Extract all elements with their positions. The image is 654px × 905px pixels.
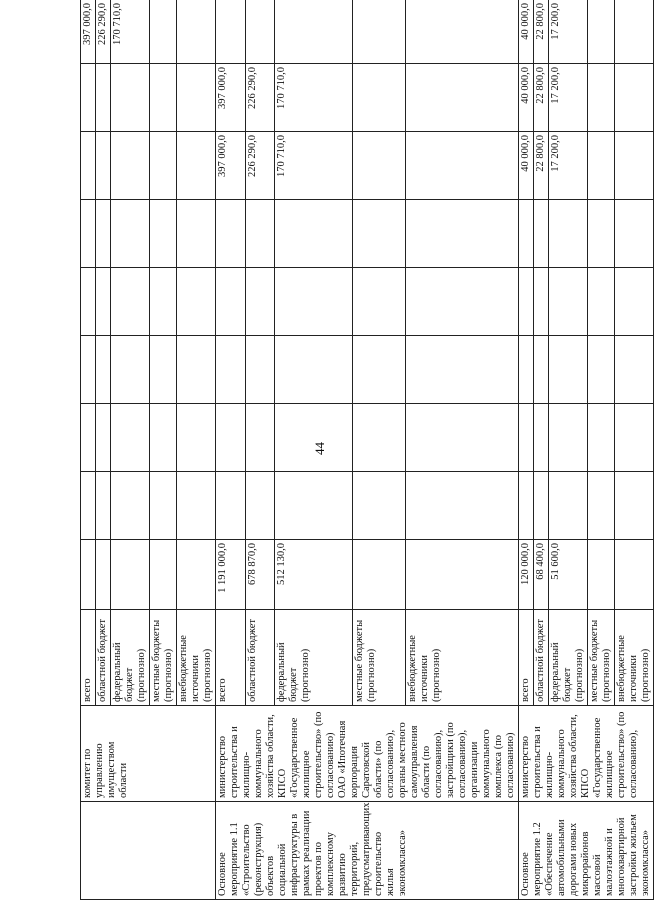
amount-cell: 17 200,0 [549,132,588,200]
amount-cell: 170 710,0 [111,0,150,64]
amount-cell [150,0,177,64]
amount-cell [81,404,96,472]
amount-cell [150,132,177,200]
amount-cell: 678 870,0 [245,540,275,610]
amount-cell [150,472,177,540]
amount-cell: 397 000,0 [81,0,96,64]
amount-cell [406,268,519,336]
amount-cell: 397 000,0 [216,132,246,200]
amount-cell [519,268,534,336]
amount-cell [406,132,519,200]
amount-cell [615,0,654,64]
executor-cell: министерство строительства и жилищно-коммунального хозяйства области, КПСО «Государственное жилищное строительство» (по согласованию) ОАО «Ипотечная корпорация Саратовской области» (по согласованию), органы местного самоуправления области (по согласованию), застройщики (по согласованию), организации коммунального комплекса (по согласованию) [216,706,519,802]
amount-cell [111,404,150,472]
amount-cell [111,336,150,404]
amount-cell [519,336,534,404]
amount-cell [150,268,177,336]
amount-cell [81,268,96,336]
amount-cell: 17 200,0 [549,0,588,64]
amount-cell [275,200,352,268]
amount-cell: 170 710,0 [275,132,352,200]
amount-cell [245,0,275,64]
amount-cell [534,268,549,336]
amount-cell [275,0,352,64]
amount-cell [615,132,654,200]
amount-cell [352,0,405,64]
amount-cell [111,472,150,540]
source-cell: местные бюджеты (прогнозно) [150,610,177,706]
amount-cell: 512 130,0 [275,540,352,610]
amount-cell [177,132,216,200]
amount-cell [96,268,111,336]
amount-cell [150,336,177,404]
amount-cell [519,404,534,472]
amount-cell [96,200,111,268]
source-cell: областной бюджет [534,610,549,706]
amount-cell [588,64,615,132]
executor-cell: комитет по управлению имуществом области [81,706,216,802]
table-body [81,0,654,900]
amount-cell: 40 000,0 [519,132,534,200]
amount-cell: 226 290,0 [245,132,275,200]
amount-cell [177,268,216,336]
source-cell: местные бюджеты (прогнозно) [588,610,615,706]
amount-cell [216,200,246,268]
amount-cell [406,64,519,132]
amount-cell [177,336,216,404]
amount-cell [615,268,654,336]
amount-cell [150,540,177,610]
amount-cell [96,404,111,472]
amount-cell [216,0,246,64]
amount-cell [615,200,654,268]
event-cell [81,802,216,900]
source-cell: федеральный бюджет (прогнозно) [549,610,588,706]
amount-cell [81,472,96,540]
amount-cell [352,132,405,200]
amount-cell [588,132,615,200]
amount-cell [406,200,519,268]
amount-cell [406,336,519,404]
amount-cell: 40 000,0 [519,64,534,132]
page-number: 44 [312,442,327,455]
amount-cell [245,336,275,404]
source-cell: областной бюджет [245,610,275,706]
source-cell: всего [216,610,246,706]
amount-cell [150,404,177,472]
amount-cell [275,472,352,540]
amount-cell [406,540,519,610]
amount-cell [588,472,615,540]
amount-cell [96,132,111,200]
amount-cell [549,200,588,268]
amount-cell: 17 200,0 [549,64,588,132]
amount-cell [352,64,405,132]
amount-cell [519,200,534,268]
amount-cell [216,472,246,540]
amount-cell: 40 000,0 [519,0,534,64]
amount-cell [81,200,96,268]
executor-cell: министерство строительства и жилищно-коммунального хозяйства области, КПСО «Государственное жилищное строительство» (по согласованию), [519,706,654,802]
amount-cell [216,268,246,336]
amount-cell [96,472,111,540]
amount-cell [534,472,549,540]
amount-cell [534,200,549,268]
amount-cell [96,64,111,132]
source-cell: внебюджетные источники (прогнозно) [177,610,216,706]
amount-cell: 170 710,0 [275,64,352,132]
amount-cell [177,404,216,472]
amount-cell [111,540,150,610]
amount-cell [352,404,405,472]
table-row [216,0,246,900]
amount-cell [150,200,177,268]
amount-cell [352,472,405,540]
source-cell: федеральный бюджет (прогнозно) [111,610,150,706]
source-cell: областной бюджет [96,610,111,706]
amount-cell [177,64,216,132]
amount-cell [588,0,615,64]
amount-cell [216,336,246,404]
amount-cell [549,472,588,540]
amount-cell [352,200,405,268]
amount-cell: 22 800,0 [534,64,549,132]
amount-cell: 22 800,0 [534,132,549,200]
amount-cell [111,200,150,268]
amount-cell [588,404,615,472]
amount-cell [275,336,352,404]
amount-cell [96,336,111,404]
amount-cell [519,472,534,540]
amount-cell [615,64,654,132]
amount-cell [245,404,275,472]
amount-cell [588,268,615,336]
amount-cell [177,0,216,64]
amount-cell [177,472,216,540]
amount-cell [150,64,177,132]
amount-cell [81,540,96,610]
amount-cell [588,336,615,404]
amount-cell [245,472,275,540]
amount-cell [96,540,111,610]
amount-cell [111,64,150,132]
event-cell: Основное мероприятие 1.1 «Строительство (реконструкция) объектов социальной инфраструктуры в рамках реализации проектов по комплексному развитию территорий, предусматривающих строительство жилья экономкласса» [216,802,519,900]
amount-cell [615,336,654,404]
amount-cell [352,540,405,610]
amount-cell [275,404,352,472]
amount-cell [216,404,246,472]
amount-cell [352,336,405,404]
amount-cell [615,472,654,540]
amount-cell [615,404,654,472]
amount-cell [406,404,519,472]
event-cell: Основное мероприятие 1.2 «Обеспечение автомобильными дорогами новых микрорайонов массовой малоэтажной и многоквартирной застройки жильем экономкласса» [519,802,654,900]
amount-cell [534,336,549,404]
amount-cell [406,0,519,64]
amount-cell [588,200,615,268]
amount-cell: 22 800,0 [534,0,549,64]
amount-cell [111,268,150,336]
amount-cell [81,132,96,200]
source-cell: внебюджетные источники (прогнозно) [406,610,519,706]
budget-table [80,0,654,900]
amount-cell [615,540,654,610]
amount-cell: 120 000,0 [519,540,534,610]
amount-cell: 226 290,0 [245,64,275,132]
budget-table-wrapper [80,3,651,900]
amount-cell [549,268,588,336]
amount-cell [177,200,216,268]
amount-cell [352,268,405,336]
amount-cell [81,64,96,132]
table-row [519,0,534,900]
amount-cell [177,540,216,610]
source-cell: внебюджетные источники (прогнозно) [615,610,654,706]
amount-cell [245,200,275,268]
amount-cell: 51 600,0 [549,540,588,610]
source-cell: всего [81,610,96,706]
amount-cell: 226 290,0 [96,0,111,64]
source-cell: всего [519,610,534,706]
amount-cell [549,404,588,472]
amount-cell [549,336,588,404]
amount-cell [111,132,150,200]
amount-cell [588,540,615,610]
amount-cell: 68 400,0 [534,540,549,610]
amount-cell [81,336,96,404]
amount-cell [534,404,549,472]
source-cell: федеральный бюджет (прогнозно) [275,610,352,706]
source-cell: местные бюджеты (прогнозно) [352,610,405,706]
table-row [81,0,96,900]
amount-cell [245,268,275,336]
amount-cell [406,472,519,540]
amount-cell: 1 191 000,0 [216,540,246,610]
amount-cell [275,268,352,336]
amount-cell: 397 000,0 [216,64,246,132]
